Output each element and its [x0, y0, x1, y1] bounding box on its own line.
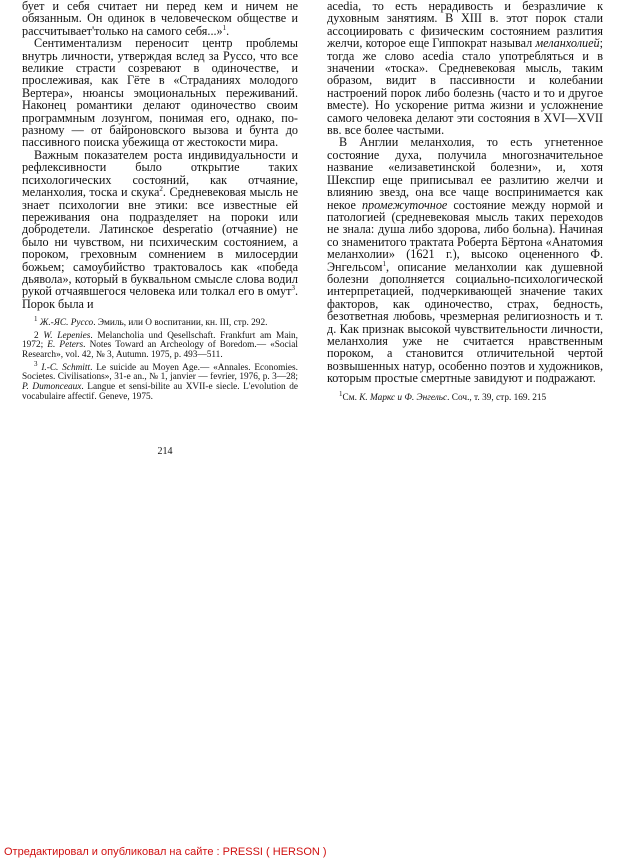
footnotes [22, 315, 299, 402]
paragraph: acedia, то есть нерадивость и безразличие к духовным занятиям. В XIII в. этот порок стали ассоциировать с физическим состоянием разлития желчи, которое еще Гиппократ называл меланхолией; тогда же слово acedia стало употребляться и в значении «тоска». Средневековая мысль, таким образом, видит в пассивности и колебании настроений порок либо болезнь (часто и то и другое вместе). Но ускорение ритма жизни и усложнение самого человека делают эти состояния в XVI—XVII вв. все более частыми. [327, 0, 603, 138]
left-column [22, 0, 298, 405]
right-column [327, 0, 603, 406]
paragraph: Сентиментализм переносит центр проблемы внутрь личности, утверждая вслед за Руссо, что все великие страсти созревают в одиночестве, и прослеживая, как Гёте в «Страданиях молодого Вертера», нюансы эмоциональных переживаний. Наконец романтики делают одиночество своим программным лозунгом, понимая его, однако, по-разному — от байроновского вызова и бунта до пассивного поиска убежища от жестокости мира. [22, 36, 298, 150]
footnote: $^1$ Ж.-ЯС. Руссо. Эмиль, или О воспитании, кн. III, стр. 292. [34, 315, 268, 329]
footnote: 2 W. Lepenies. Melancholia und Qesellschaft. Frankfurt am Main, 1972; E. Peters. Notes Toward an Archeology of Boredom.— «Social Research», vol. 42, № 3, Autumn. 1975, p. 493—511. [22, 330, 299, 361]
footnote-ref: 1 [222, 23, 227, 32]
footnote-ref: 2 [159, 185, 163, 194]
publisher-credit: Отредактировал и опубликовал на сайте : PRESSI ( HERSON ) [4, 846, 327, 858]
paragraph: бует и себя считает ни перед кем и ничем не обязанным. Он одинок в человеческом обществе и рассчитывает'только на самого себя...»$^1$. [22, 0, 298, 38]
footnote: $^1$См. К. Маркс и Ф. Энгельс. Соч., т. 39, стр. 169. 215 [339, 389, 547, 403]
paragraph: Важным показателем роста индивидуальности и рефлексивности было открытие таких психологических состояний, как отчаяние, меланхолия, тоска и скука$^2$. Средневековая мысль не знает психологии вне этики: все известные ей переживания она подразделяет на пороки или добродетели. Латинское desperatio (отчаяние) не было ни чувством, ни психическим состоянием, а пороком, греховным сомнением в милосердии божьем; самоубийство трактовалось как «победа дьявола», который в буквальном смысле слова водил рукой отчаявшегося человека или толкал его в омут$^3$. Порок была и [22, 147, 298, 311]
footnote-ref: 3 [291, 284, 295, 293]
footnotes [327, 389, 603, 404]
footnote-ref: 1 [382, 259, 386, 268]
paragraph: В Англии меланхолия, то есть угнетенное состояние духа, получила многозначительное название «елизаветинской болезни», и, хотя Шекспир еще приписывал ее разлитию желчи и влиянию звезд, она все чаще воспринимается как некое промежуточное состояние между нормой и патологией (средневековая мысль таких переходов не знала: душа либо здорова, либо больна). Начиная со знаменитого трактата Роберта Бёртона «Анатомия меланхолии» (1621 г.), высоко оцененного Ф. Энгельсом$^1$, описание меланхолии как душевной болезни дополняется социально-психологической интерпретацией, подчеркивающей значение таких факторов, как одиночество, страх, бедность, безответная любовь, чрезмерная религиозность и т. д. Как признак высокой чувствительности личности, меланхолия уже не считается нравственным пороком, а становится отличительной чертой возвышенных натур, особенно поэтов и художников, которым простые смертные завидуют и подражают. [327, 135, 604, 386]
page-number: 214 [157, 446, 173, 457]
footnote: $^3$ I.-C. Schmitt. Le suicide au Moyen Age.— «Annales. Economies. Societes. Civilisations», 31-e an., № 1, janvier — fevrier, 1976, p. 3—28; P. Dumonceaux. Langue et sensi-bilite au XVII-e siecle. L'evolution de vocabulaire affectif. Geneve, 1975. [22, 359, 298, 402]
